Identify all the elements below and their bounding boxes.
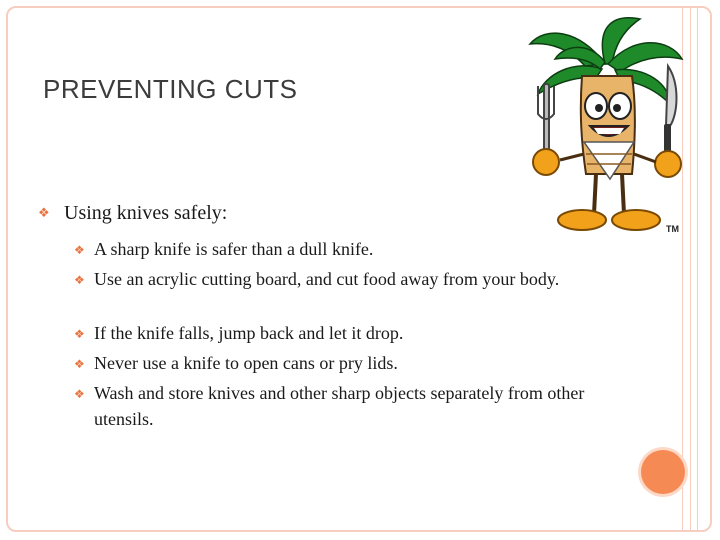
bullet-icon: ❖ <box>38 205 50 220</box>
sub-bullet <box>74 320 634 346</box>
decor-line-3 <box>697 8 698 532</box>
sub-bullet <box>74 266 634 292</box>
bullet-icon: ❖ <box>74 357 85 371</box>
decorative-circle <box>641 450 685 494</box>
sub-bullet-text: If the knife falls, jump back and let it drop. <box>94 323 404 343</box>
decor-line-2 <box>690 8 691 532</box>
bullet-icon: ❖ <box>74 327 85 341</box>
sub-bullet-text: Wash and store knives and other sharp objects separately from other utensils. <box>94 383 585 429</box>
sub-bullet <box>74 236 634 262</box>
bullet-icon: ❖ <box>74 243 85 257</box>
bullet-icon: ❖ <box>74 273 85 287</box>
sub-bullet-text: Use an acrylic cutting board, and cut food away from your body. <box>94 269 560 289</box>
bullet-icon: ❖ <box>74 387 85 401</box>
palm-tree-mascot-icon <box>520 14 690 244</box>
trademark-label: TM <box>666 224 679 234</box>
main-bullet-text: Using knives safely: <box>64 202 228 224</box>
slide-title: PREVENTING CUTS <box>43 74 298 104</box>
sub-bullet <box>74 350 634 376</box>
sub-bullet-text: A sharp knife is safer than a dull knife. <box>94 239 374 259</box>
sub-bullet <box>74 380 634 432</box>
sub-bullet-text: Never use a knife to open cans or pry lids. <box>94 353 398 373</box>
